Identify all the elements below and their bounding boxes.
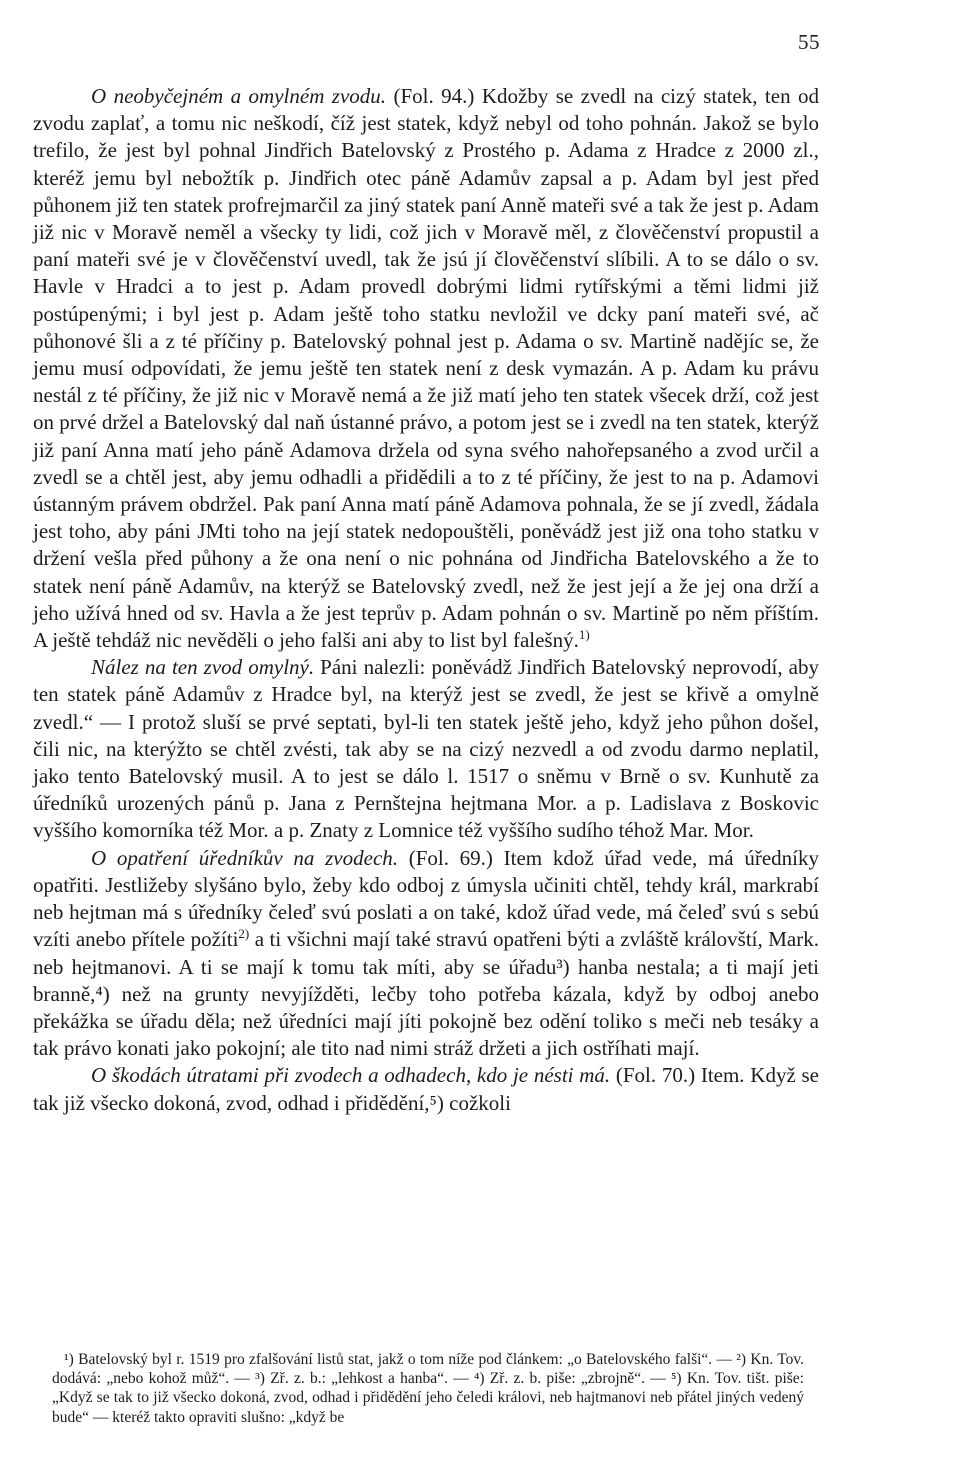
footnote-marker: 2)	[238, 926, 250, 942]
paragraph	[33, 845, 819, 1063]
section-heading: O neobyčejném a omylném zvodu.	[91, 84, 387, 108]
footnote-text: ¹) Batelovský byl r. 1519 pro zfalšování listů stat, jakž o tom níže pod článkem: „o Batelovského falši“. — ²) Kn. Tov. dodává: „nebo kohož můž“. — ³) Zř. z. b.: „lehkost a hanba“. — ⁴) Zř. z. b. piše: „zbrojně“. — ⁵) Kn. Tov. tišt. piše: „Když se tak to již všecko dokoná, zvod, odhad i přidědění jeho čeledi královi, neb hajtmanovi neb přátel jiných vedený bude“ — kteréž takto opraviti slušno: „když be	[52, 1351, 804, 1426]
footnote-marker: 1)	[578, 627, 590, 643]
section-heading: O škodách útratami při zvodech a odhadech, kdo je nésti má.	[91, 1063, 611, 1088]
paragraph	[33, 1062, 819, 1116]
paragraph-text: (Fol. 70.) Item. Když se tak již všecko dokoná, zvod, odhad i přidědění,⁵) cožkoli	[33, 1063, 819, 1115]
section-heading: O opatření úředníkův na zvodech.	[91, 845, 399, 870]
body-text	[33, 83, 819, 1117]
paragraph-text: Páni nalezli: poněvádž Jindřich Batelovský neprovodí, aby ten statek páně Adamův z Hradce byl, na kterýž jest se zvedl, že jest se křivě a omylně zvedl.“ — I protož sluší se prvé septati, byl-li ten statek ještě jeho, když jeho půhon došel, čili nic, na kterýžto se chtěl zvésti, tak aby se na cizý nezvedl a od zvodu darmo neplatil, jako tento Batelovský musil. A to jest se dálo l. 1517 o sněmu v Brně o sv. Kunhutě za úředníků urozených pánů p. Jana z Pernštejna hejtmana Mor. a p. Ladislava z Boskovic vyššího komorníka též Mor. a p. Znaty z Lomnice též vyššího sudího téhož Mar. Mor.	[33, 655, 820, 843]
paragraph-text: (Fol. 94.) Kdožby se zvedl na cizý statek, ten od zvodu zaplať, a tomu nic neškodí, číž jest statek, když nebyl od toho pohnán. Jakož se bylo trefilo, že jest byl pohnal Jindřich Batelovský z Prostého p. Adama z Hradce z 2000 zl., kteréž jemu byl nebožtík p. Jindřich otec páně Adamův zapsal a p. Adam byl jest před půhonem již ten statek profrejmarčil za jiný statek paní Anně mateři své a tak že jest p. Adam již nic v Moravě neměl a všecky ty lidi, což jich v Moravě měl, z člověčenství propustil a paní mateři své je v člověčenství uvedl, tak že jsú jí člověčenství slíbili. A to se dálo o sv. Havle v Hradci a to jest p. Adam provedl dobrými lidmi rytířskými a těmi lidmi již postúpenými; i byl jest p. Adam ještě toho statku nevložil ve dcky paní mateři své, ač půhonové šli a z té příčiny p. Batelovský pohnal jest p. Adama o sv. Martině nadějíc se, že jemu musí odpovídati, že jemu ještě ten statek není z desk vymazán. A p. Adam ku právu nestál z té příčiny, že již nic v Moravě nemá a že již matí jeho ten statek všecek drží, což jest on prvé držel a Batelovský dal naň ústanné právo, a potom jest se i zvedl na ten statek, kterýž již paní Anna matí jeho páně Adamova držela od syna svého nahořepsaného a zvod určil a zvedl se a chtěl jest, aby jemu odhadli a přidědili a to z té příčiny, že jest to na p. Adamovi ústanným právem obdržel. Pak paní Anna matí páně Adamova pohnala, že se jí zvedl, žádala jest toho, aby páni JMti toho na její statek nedopouštěli, poněvádž jest již ona toho statku v držení vešla před půhony a že ona není o nic pohnána od Jindřicha Batelovského a že to statek není páně Adamův, na kterýž se Batelovský zvedl, než že jest její a že jej ona drží a jeho užívá hned od sv. Havla a že jest teprův p. Adam pohnán o sv. Martině po něm příštím. A ještě tehdáž nic nevěděli o jeho falši ani aby to list byl falešný.	[33, 84, 819, 653]
page-number: 55	[798, 30, 820, 54]
paragraph-text: (Fol. 69.) Item kdož úřad vede, má úředníky opatřiti. Jestližeby slyšáno bylo, žeby kdo odboj z úmysla učiniti chtěl, tehdy král, markrabí neb hejtman má s úředníky čeleď svú poslati a on také, kdož úřad vede, má čeleď svú s sebú vzíti anebo přítele požíti	[33, 845, 819, 952]
section-heading: Nález na ten zvod omylný.	[91, 655, 315, 680]
paragraph	[33, 654, 819, 844]
paragraph	[33, 83, 819, 654]
footnotes	[52, 1350, 804, 1427]
paragraph-tail: a ti všichni mají také stravú opatřeni býti a zvláště královští, Mark. neb hejtmanovi. A ti se mají k tomu tak míti, aby se úřadu³) hanba nestala; a ti mají jeti branně,⁴) než na grunty nevyjížděti, lečby toho potřeba kázala, když by odboj anebo překážka se úřadu děla; než úředníci mají jíti pokojně bez odění toliko s meči neb tesáky a tak právo konati jako pokojní; ale tito nad nimi stráž držeti a jich ostříhati mají.	[33, 927, 819, 1061]
